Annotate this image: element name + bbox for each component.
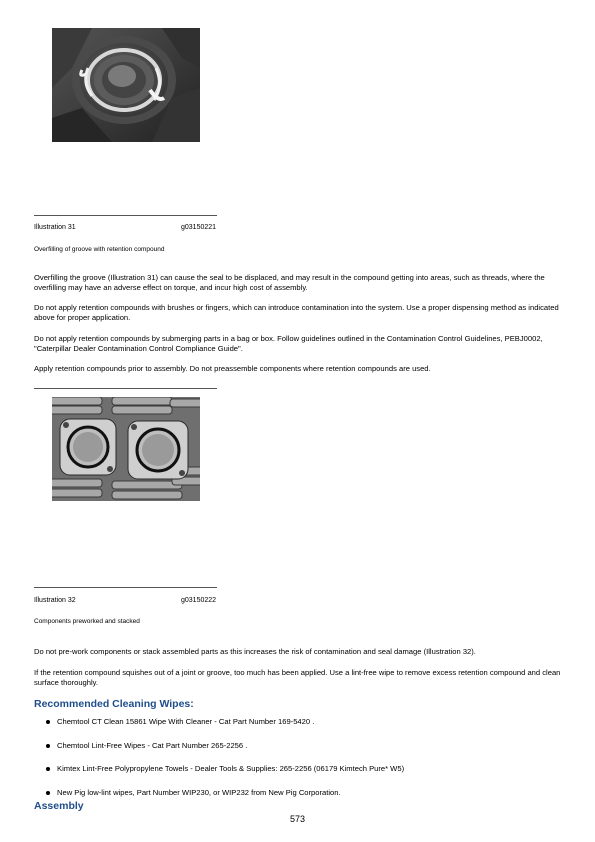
seal-groove-photo [52, 28, 200, 142]
illustration-31-photo [52, 28, 200, 142]
illustration-number: Illustration 32 [34, 597, 76, 604]
list-item [34, 741, 554, 751]
paragraph: Apply retention compounds prior to assembly. Do not preassemble components where retention compounds are used. [34, 364, 431, 373]
caption-rule [34, 587, 217, 588]
caption-rule [34, 388, 217, 389]
list-item [34, 717, 554, 727]
assembly-heading: Assembly [34, 800, 84, 812]
cleaning-wipes-list [34, 717, 554, 812]
paragraph: Overfilling the groove (Illustration 31) can cause the seal to be displaced, and may result in the compound getting into areas, such as threads, where the overfilling may have an adverse effect on torque, and incur high cost of assembly. [34, 273, 545, 292]
bullet-icon [46, 767, 50, 771]
paragraph: Do not pre-work components or stack assembled parts as this increases the risk of contamination and seal damage (Illustration 32). [34, 647, 476, 656]
illustration-id: g03150222 [181, 597, 217, 604]
list-item-text: Chemtool Lint-Free Wipes - Cat Part Number 265-2256 . [57, 740, 248, 750]
caption-rule [34, 215, 217, 216]
page-number: 573 [289, 814, 306, 824]
illustration-description: Components preworked and stacked [34, 618, 140, 625]
illustration-32-photo [52, 397, 200, 501]
illustration-number: Illustration 31 [34, 224, 76, 231]
list-item-text: Chemtool CT Clean 15861 Wipe With Cleaner - Cat Part Number 169-5420 . [57, 717, 315, 726]
bullet-icon [46, 720, 50, 724]
bullet-icon [46, 744, 50, 748]
paragraph: Do not apply retention compounds with brushes or fingers, which can introduce contamination into the system. Use a proper dispensing method as indicated above for proper application. [34, 303, 559, 322]
list-item-text: Kimtex Lint-Free Polypropylene Towels - Dealer Tools & Supplies: 265-2256 (06179 Kimtech Pure* W5) [57, 764, 405, 774]
paragraph: If the retention compound squishes out of a joint or groove, too much has been applied. Use a lint-free wipe to remove excess retention compound and clean surface thoroughly. [34, 668, 561, 687]
list-item [34, 788, 554, 798]
paragraph: Do not apply retention compounds by submerging parts in a bag or box. Follow guidelines outlined in the Contamination Control Guidelines, PEBJ0002, "Caterpillar Dealer Contamination Control Compliance Guide". [34, 334, 543, 353]
section-heading: Recommended Cleaning Wipes: [34, 698, 194, 710]
stacked-components-photo [52, 397, 200, 501]
bullet-icon [46, 791, 50, 795]
list-item-text: New Pig low-lint wipes, Part Number WIP230, or WIP232 from New Pig Corporation. [57, 788, 341, 798]
illustration-description: Overfilling of groove with retention compound [34, 246, 165, 253]
illustration-id: g03150221 [181, 224, 217, 231]
list-item [34, 764, 554, 774]
